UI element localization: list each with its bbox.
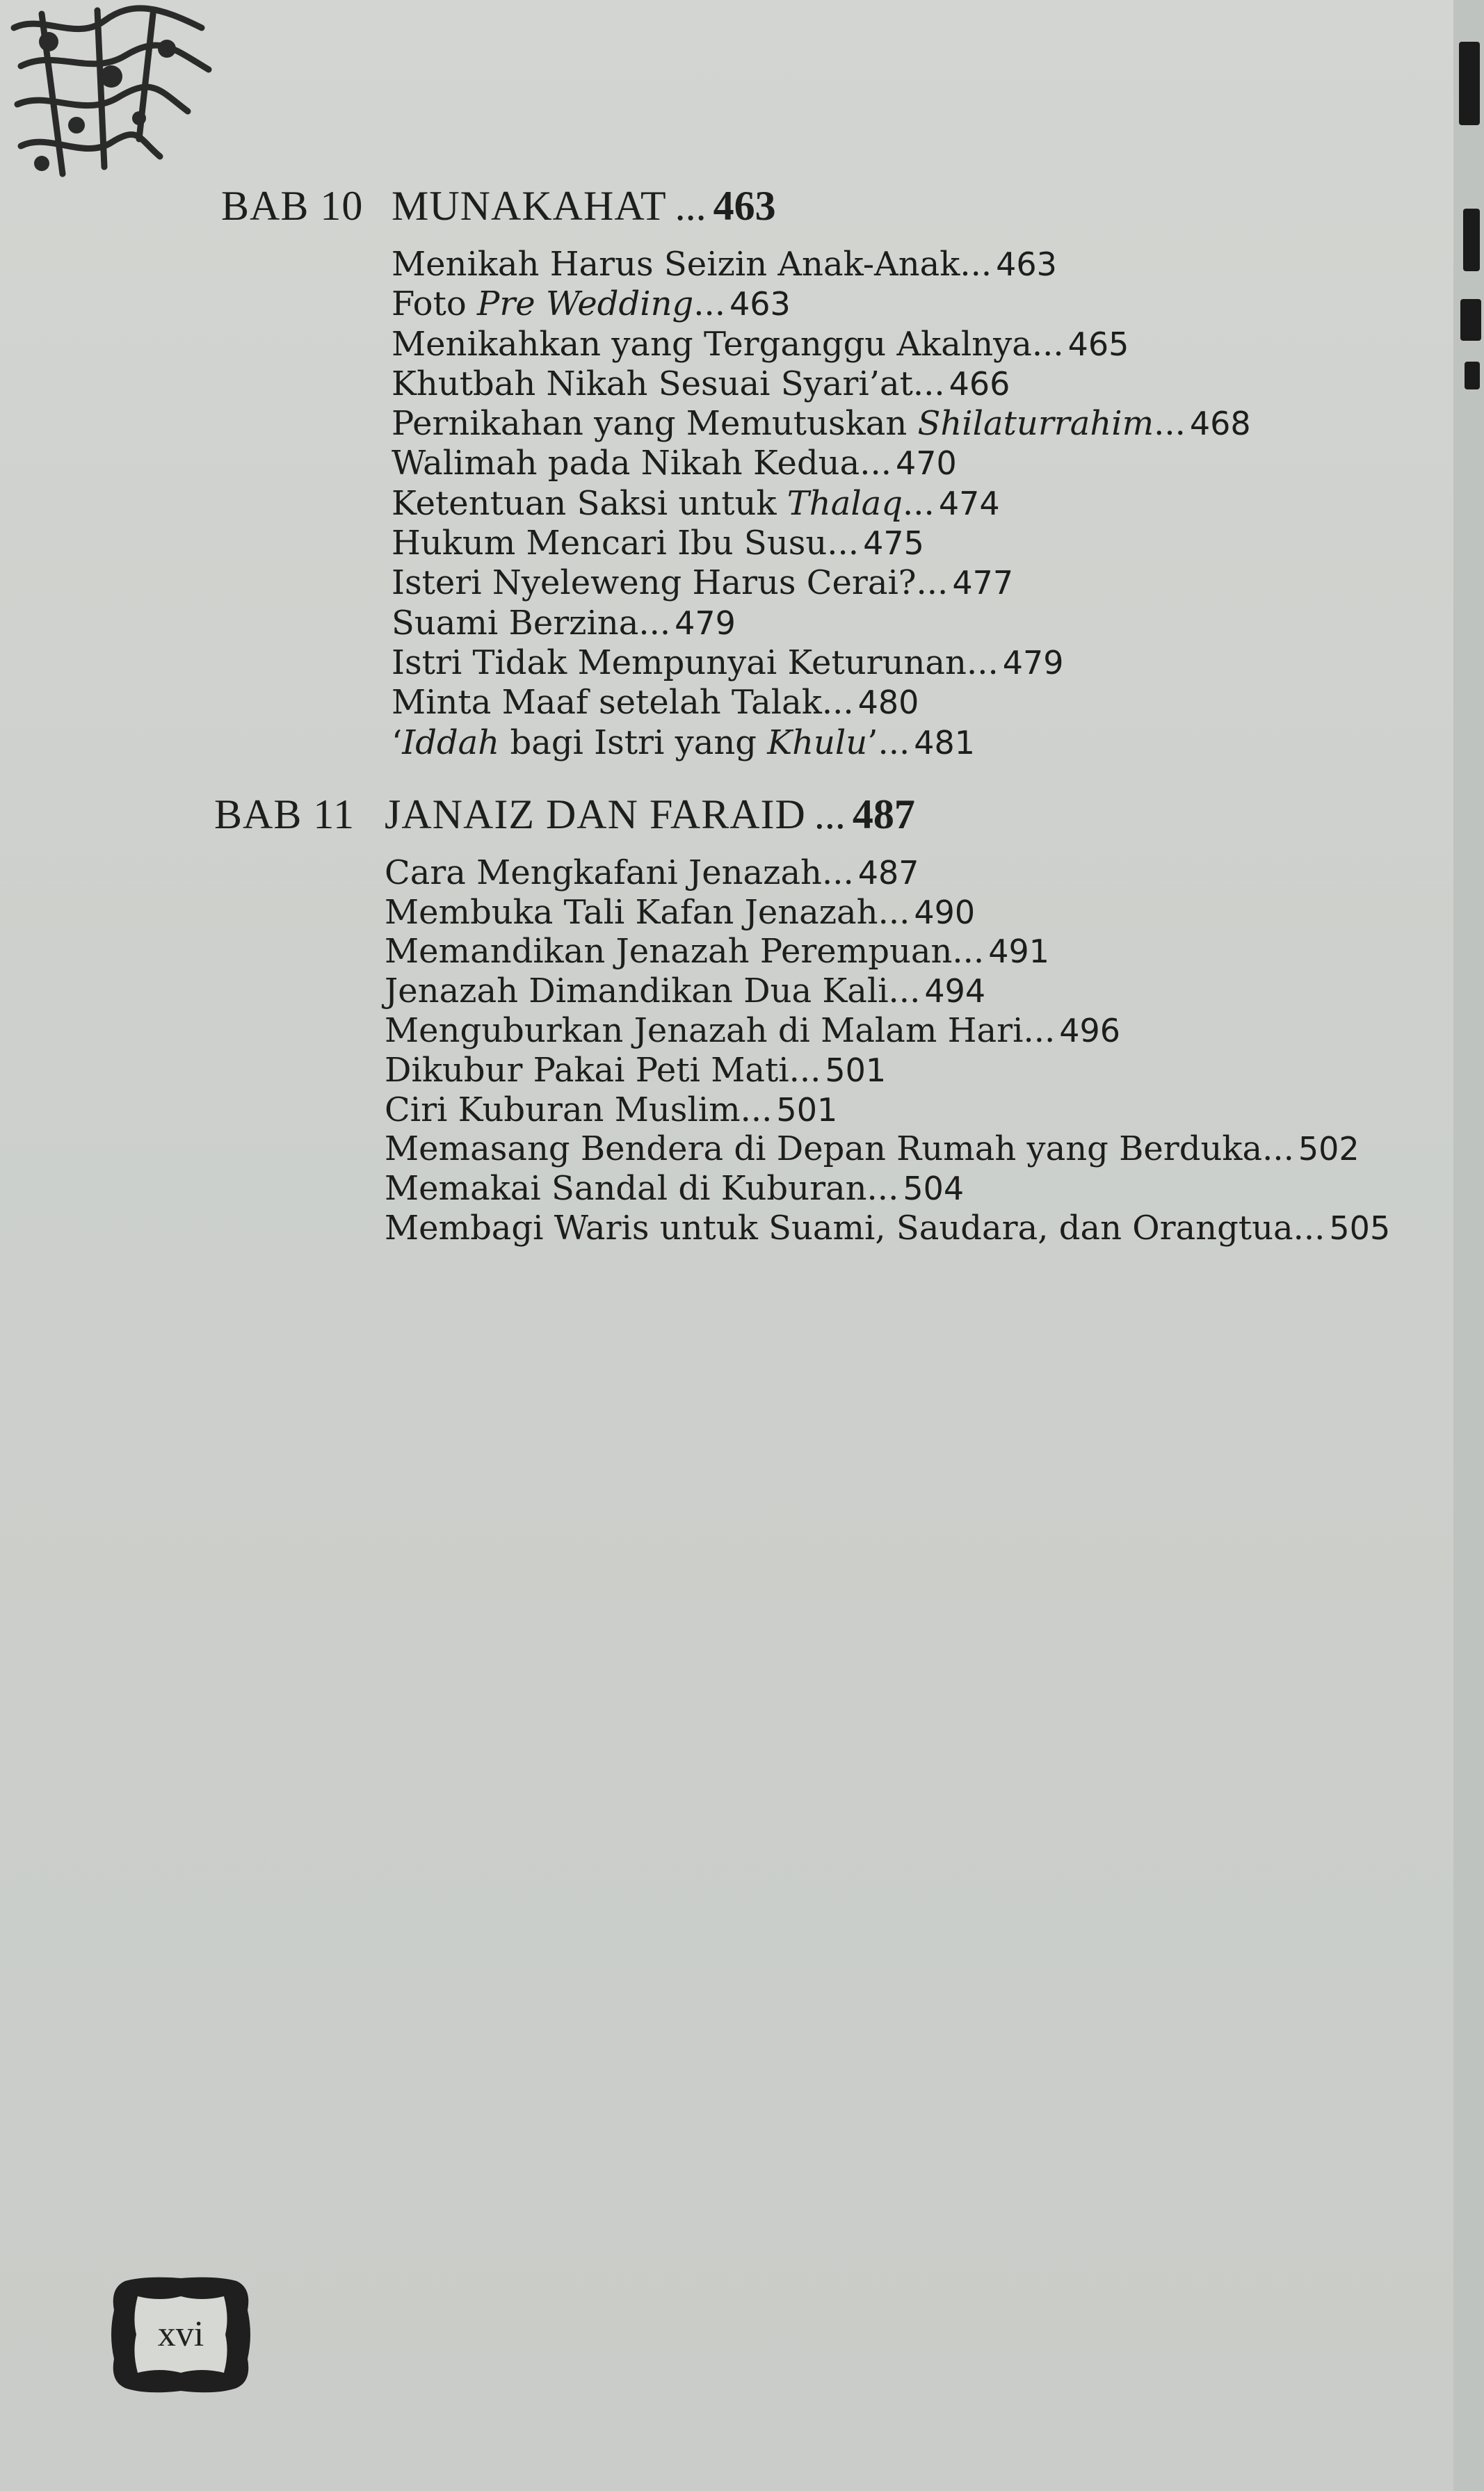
- toc-entry: Jenazah Dimandikan Dua Kali... 494: [385, 972, 986, 1011]
- entry-page-number: 491: [988, 933, 1049, 971]
- toc-entry: Foto Pre Wedding... 463: [392, 284, 791, 324]
- toc-entry: Hukum Mencari Ibu Susu... 475: [392, 524, 924, 563]
- edge-mark: [1465, 362, 1480, 389]
- chapter-page-number: 487: [852, 791, 915, 837]
- edge-mark: [1459, 42, 1480, 125]
- chapter-page-number: 463: [713, 183, 776, 229]
- entry-page-number: 465: [1067, 325, 1129, 363]
- page-number: xvi: [157, 2314, 204, 2354]
- entry-page-number: 501: [825, 1051, 887, 1089]
- toc-entry: Memakai Sandal di Kuburan... 504: [385, 1169, 965, 1209]
- corner-ornament-icon: [0, 0, 223, 195]
- toc-entry: Menguburkan Jenazah di Malam Hari... 496: [385, 1011, 1121, 1051]
- toc-entry: Cara Mengkafani Jenazah... 487: [385, 853, 919, 892]
- toc-entry: Ciri Kuburan Muslim... 501: [385, 1090, 838, 1129]
- chapter-number: BAB 11: [214, 791, 355, 837]
- entry-page-number: 501: [776, 1090, 838, 1129]
- toc-entry: Dikubur Pakai Peti Mati... 501: [385, 1050, 887, 1090]
- entry-page-number: 481: [914, 723, 976, 761]
- toc-entry: Walimah pada Nikah Kedua... 470: [392, 444, 957, 483]
- toc-entry: Membagi Waris untuk Suami, Saudara, dan Orangtua... 505: [385, 1209, 1391, 1248]
- toc-entry: Pernikahan yang Memutuskan Shilaturrahim... 468: [392, 404, 1251, 444]
- toc-entry: Isteri Nyeleweng Harus Cerai?... 477: [392, 563, 1014, 603]
- toc-entry: Minta Maaf setelah Talak... 480: [392, 683, 919, 723]
- toc-entry: Suami Berzina... 479: [392, 603, 736, 643]
- entry-page-number: 502: [1298, 1130, 1360, 1168]
- entry-page-number: 475: [863, 524, 924, 563]
- entry-page-number: 480: [857, 684, 919, 722]
- entry-page-number: 479: [1002, 643, 1064, 682]
- entry-page-number: 487: [857, 853, 919, 892]
- toc-entry: Memandikan Jenazah Perempuan... 491: [385, 932, 1049, 972]
- entry-page-number: 496: [1059, 1012, 1121, 1050]
- toc-entry: Menikah Harus Seizin Anak-Anak... 463: [392, 245, 1057, 284]
- entry-page-number: 494: [924, 972, 986, 1010]
- entry-page-number: 479: [675, 604, 736, 642]
- adjacent-page-edge: [1453, 0, 1484, 2491]
- toc-entry: Ketentuan Saksi untuk Thalaq... 474: [392, 483, 1000, 523]
- entry-page-number: 474: [938, 484, 1000, 522]
- edge-mark: [1460, 299, 1481, 341]
- chapter-entries: [221, 853, 1403, 1248]
- chapter-leader: ...: [675, 183, 707, 229]
- entry-page-number: 470: [895, 444, 957, 483]
- chapter-number: BAB 10: [221, 183, 364, 229]
- entry-page-number: 468: [1189, 405, 1251, 443]
- toc-entry: Menikahkan yang Terganggu Akalnya... 465: [392, 324, 1129, 364]
- entry-page-number: 490: [914, 893, 976, 931]
- chapter-bab-10: [221, 182, 1403, 763]
- toc-entry: Khutbah Nikah Sesuai Syari’at... 466: [392, 364, 1010, 403]
- table-of-contents: [214, 182, 1403, 1248]
- entry-page-number: 504: [903, 1170, 965, 1208]
- chapter-heading: [221, 182, 1403, 245]
- edge-mark: [1463, 209, 1480, 271]
- chapter-leader: ...: [814, 791, 846, 837]
- chapter-bab-11: [214, 791, 1403, 1248]
- entry-page-number: 477: [952, 564, 1014, 602]
- entry-page-number: 505: [1329, 1209, 1391, 1248]
- toc-entry: Membuka Tali Kafan Jenazah... 490: [385, 892, 976, 932]
- toc-entry: Istri Tidak Mempunyai Keturunan... 479: [392, 643, 1064, 682]
- toc-entry: Memasang Bendera di Depan Rumah yang Berduka... 502: [385, 1129, 1360, 1169]
- entry-page-number: 463: [996, 245, 1057, 283]
- entry-page-number: 466: [949, 364, 1010, 403]
- chapter-title: MUNAKAHAT: [392, 183, 667, 229]
- chapter-title: JANAIZ DAN FARAID: [385, 791, 806, 837]
- chapter-heading: [214, 791, 1403, 853]
- toc-entry: ‘Iddah bagi Istri yang Khulu’... 481: [392, 723, 976, 762]
- entry-page-number: 463: [729, 285, 791, 323]
- chapter-entries: [221, 245, 1403, 763]
- page-folio: [104, 2268, 257, 2401]
